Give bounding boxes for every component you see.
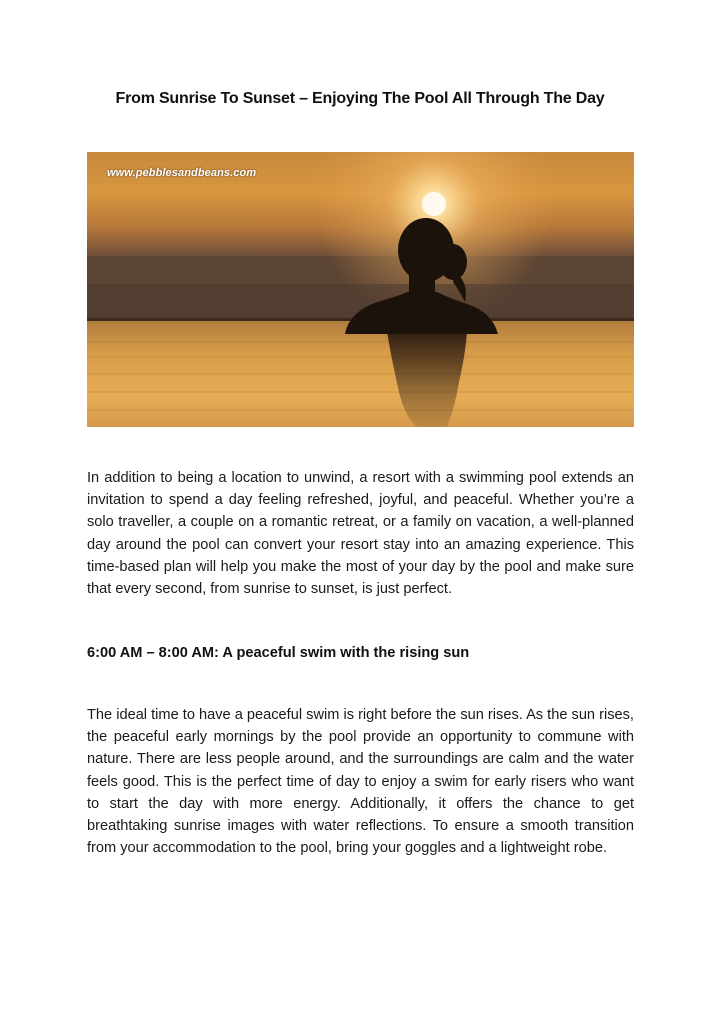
sun-icon (422, 192, 446, 216)
watermark-text: www.pebblesandbeans.com (107, 167, 257, 179)
intro-paragraph: In addition to being a location to unwind, a resort with a swimming pool extends an invitation to spend a day feeling refreshed, joyful, and peaceful. Whether you’re a solo traveller, a couple on a romantic retreat, or a family on vacation, a well-planned day around the pool can convert your resort stay into an amazing experience. This time-based plan will help you make the most of your day by the pool and make sure that every second, from sunrise to sunset, is just perfect. (87, 470, 634, 598)
sunset-pool-photo (87, 152, 634, 427)
page-title: From Sunrise To Sunset – Enjoying The Pool All Through The Day (115, 90, 605, 107)
section-heading: 6:00 AM – 8:00 AM: A peaceful swim with the rising sun (87, 645, 470, 661)
section-paragraph: The ideal time to have a peaceful swim is right before the sun rises. As the sun rises, the peaceful early mornings by the pool provide an opportunity to commune with nature. There are less people around, and the surroundings are calm and the water feels good. This is the perfect time of day to enjoy a swim for early risers who want to start the day with more energy. Additionally, it offers the chance to get breathtaking sunrise images with water reflections. To ensure a smooth transition from your accommodation to the pool, bring your goggles and a lightweight robe. (87, 707, 634, 857)
